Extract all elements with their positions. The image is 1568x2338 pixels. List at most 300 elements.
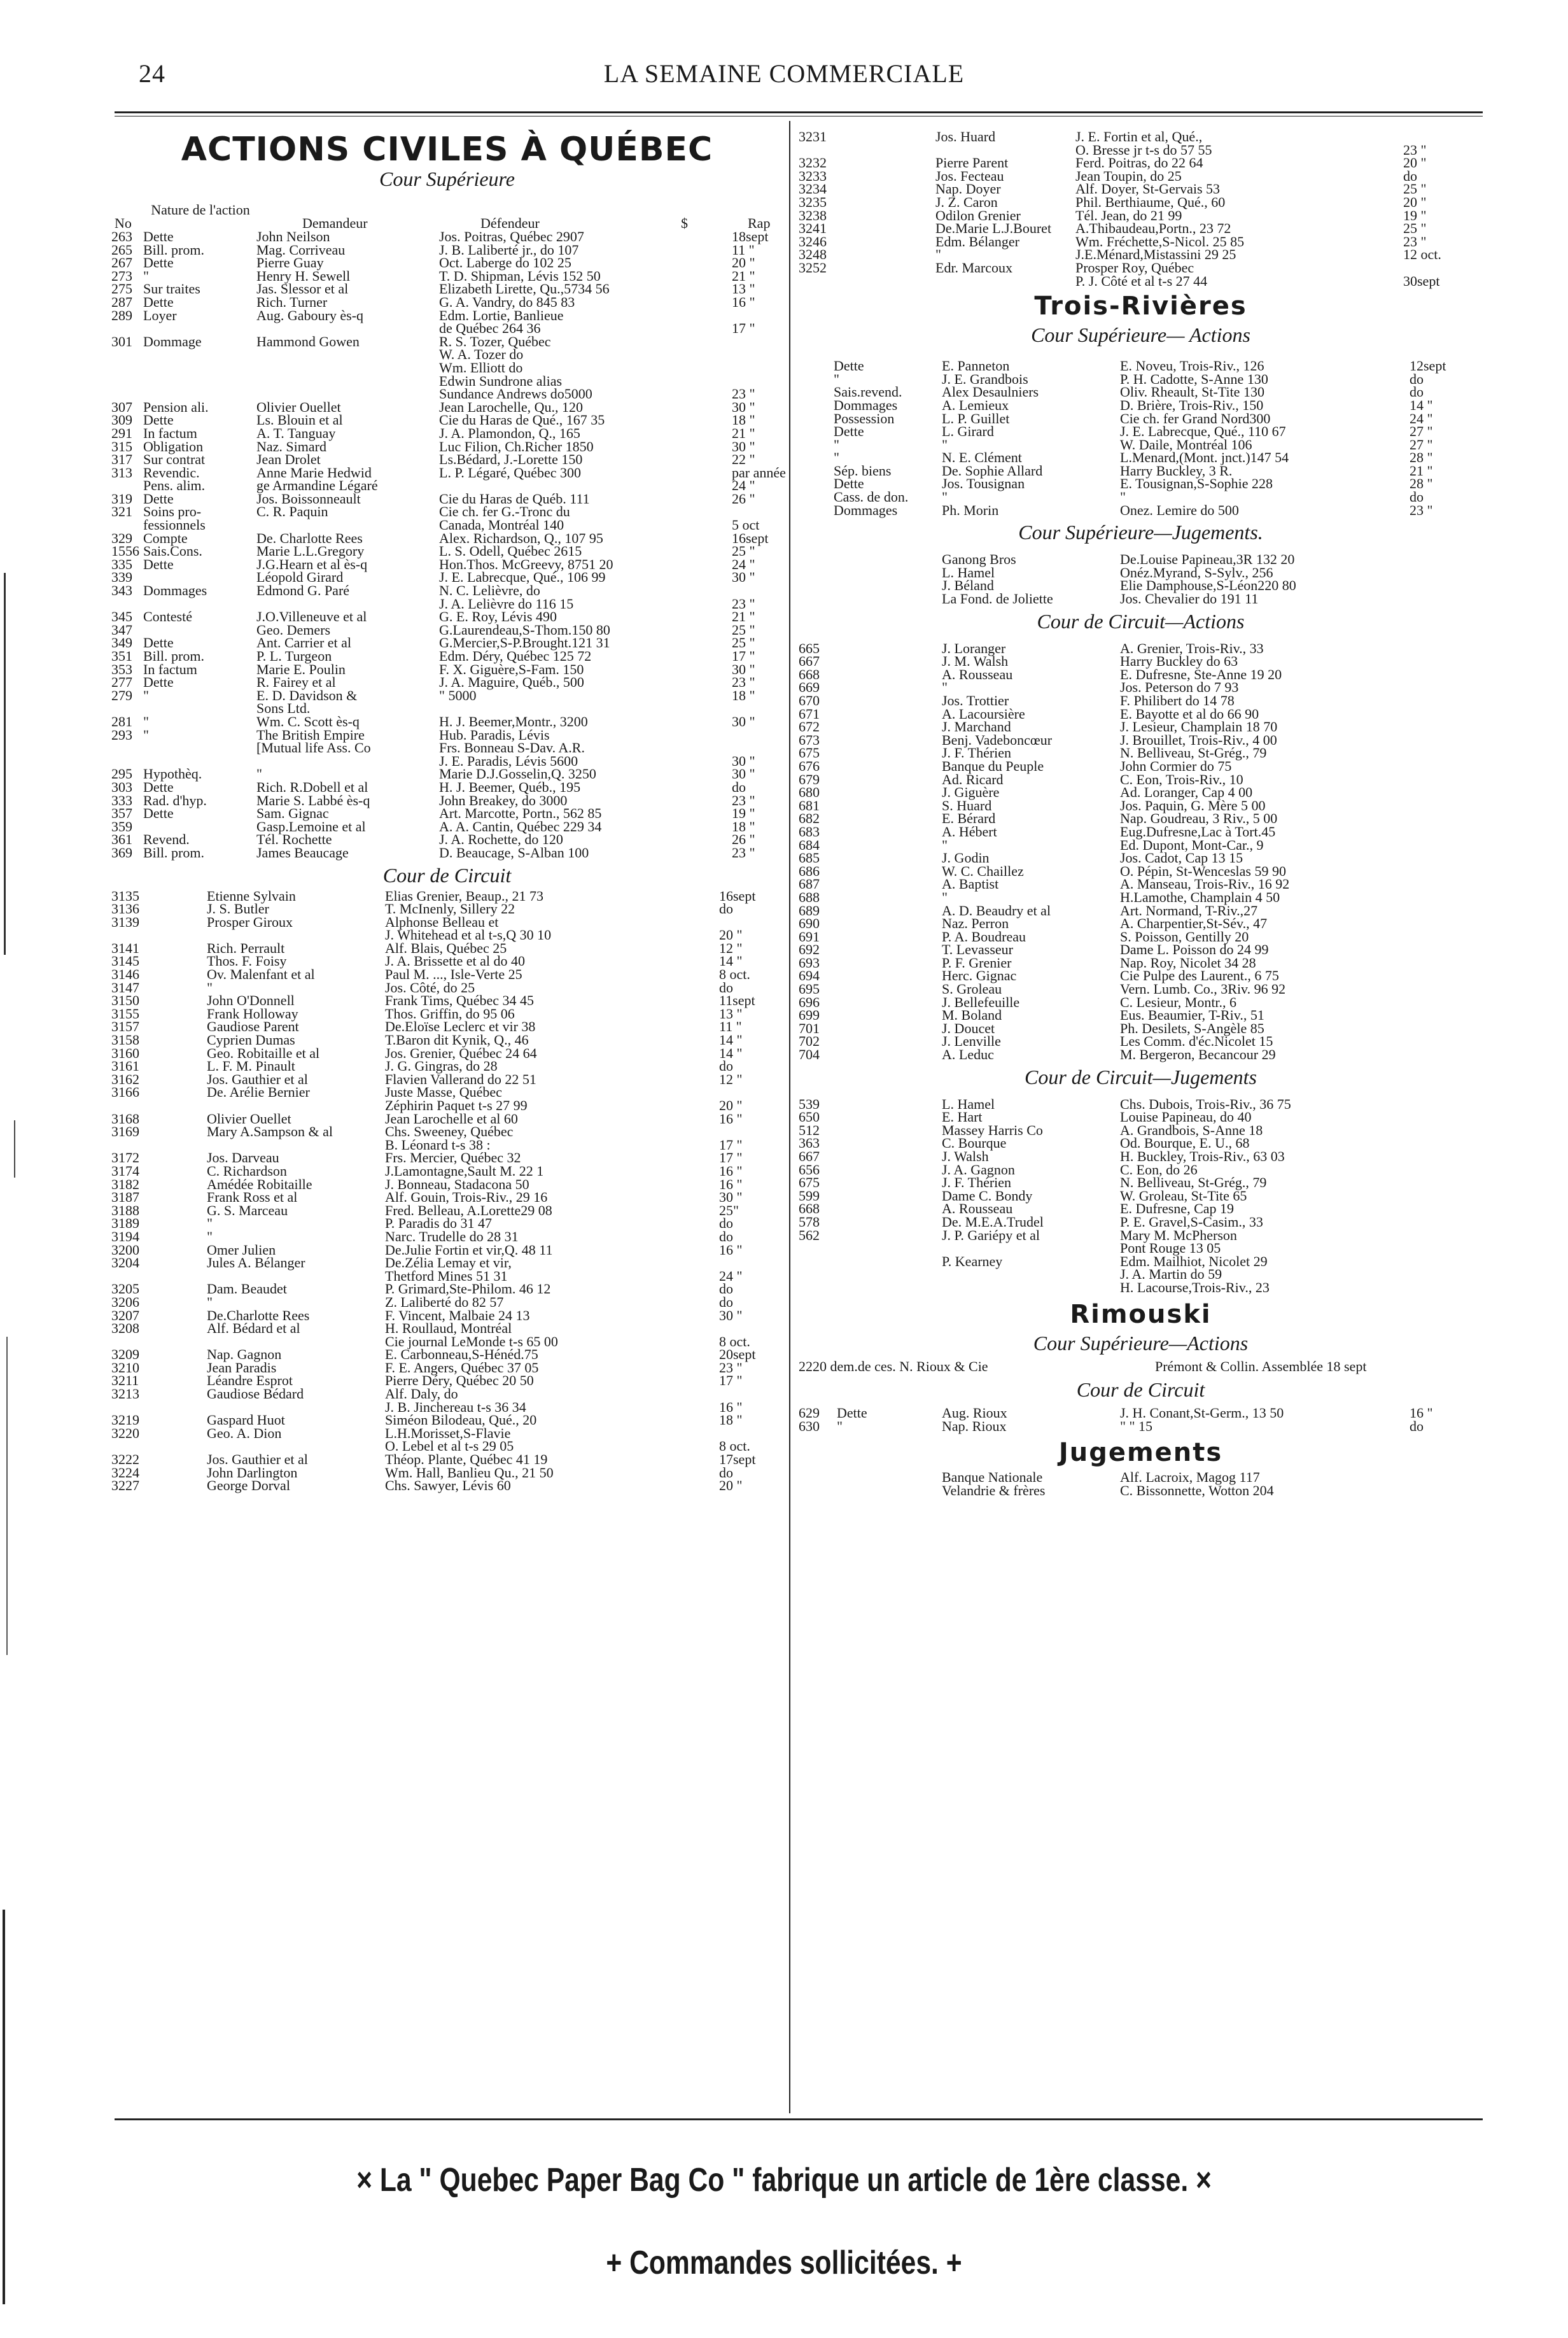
case-row-cell: Rich. R.Dobell et al [256,778,368,795]
judgments-list [799,1471,1483,1497]
tr-circuit-row-cell: Ad. Loranger, Cap 4 00 [1120,784,1253,801]
tr-judgment-row-cell: Jos. Chevalier do 191 11 [1120,591,1259,607]
tr-circuit-row-cell: 679 [799,771,820,787]
tr-circuit-row-cell: 690 [799,915,820,932]
tr-circuit-row-cell: F. Philibert do 14 78 [1120,693,1235,708]
case-row-cell: 20 " [1403,155,1427,171]
case-row-cell: Pension ali. [143,398,209,415]
circuit-row-cell: F. E. Angers, Québec 37 05 [385,1359,539,1376]
tr-judgment-row-cell: Ganong Bros [942,551,1016,568]
circuit-row-cell: Frank Tims, Québec 34 45 [385,992,535,1009]
case-row-cell: Hon.Thos. McGreevy, 8751 20 [439,556,613,572]
case-row-cell: Léopold Girard [256,569,344,586]
tr-action-row-cell: L. Girard [942,423,994,440]
rimouski-title: Rimouski [1070,1299,1212,1329]
tr-circuit-judgment-row-cell: C. Eon, do 26 [1120,1161,1198,1178]
tr-circuit-judgment-row-cell: J. A. Martin do 59 [1120,1266,1222,1283]
case-row-cell: 359 [111,818,132,834]
case-row-cell: 5 oct [732,517,760,533]
case-row-cell: O. Bresse jr t-s do 57 55 [1075,141,1212,158]
circuit-court-list [105,887,789,1494]
tr-action-row-cell: 27 " [1410,436,1433,453]
tr-action-row-cell: Dommages [834,502,898,518]
tr-action-row-cell: do [1410,370,1424,387]
rim-circuit-row-cell: Aug. Rioux [942,1405,1007,1421]
case-row-cell: Sais.Cons. [143,543,202,560]
tr-circuit-row-cell: 672 [799,719,820,735]
tr-action-row-cell: D. Brière, Trois-Riv., 150 [1120,397,1264,413]
circuit-row-cell: E. Carbonneau,S-Hénéd.75 [385,1346,538,1363]
case-row-cell: Gasp.Lemoine et al [256,818,366,834]
tr-action-row-cell: 27 " [1410,423,1433,440]
circuit-row-cell: De.Charlotte Rees [207,1307,310,1323]
circuit-row-cell: do [719,901,733,917]
circuit-row-cell: J. B. Jinchereau t-s 36 34 [385,1398,526,1415]
tr-action-row-cell: N. E. Clément [942,449,1022,466]
case-row-cell: Marie E. Poulin [256,661,346,677]
tr-judgment-row-cell: Elie Damphouse,S-Léon220 80 [1120,577,1296,594]
tr-circuit-row-cell: Nap. Roy, Nicolet 34 28 [1120,954,1256,971]
tr-circuit-row-cell: Benj. Vadeboncœur [942,731,1053,748]
circuit-row-cell: Geo. Robitaille et al [207,1045,320,1061]
circuit-row-cell: J. S. Butler [207,901,269,917]
case-row-cell: 353 [111,661,132,677]
tr-circuit-judgment-row-cell: 363 [799,1135,820,1151]
circuit-row-cell: Olivier Ouellet [207,1110,291,1127]
tr-circuit-row-cell: H.Lamothe, Champlain 4 50 [1120,889,1280,905]
tr-circuit-row-cell: 673 [799,731,820,748]
circuit-row-cell: John Darlington [207,1464,298,1481]
tr-circuit-actions-subtitle: Cour de Circuit—Actions [1037,609,1245,633]
tr-circuit-judgment-row-cell: Chs. Dubois, Trois-Riv., 36 75 [1120,1095,1291,1112]
bottom-rule [115,2118,1483,2120]
case-row-cell: Edm. Déry, Québec 125 72 [439,648,592,664]
case-row-cell: Jos. Poitras, Québec 2907 [439,229,584,244]
case-row-cell: 19 " [1403,207,1427,223]
tr-circuit-row-cell: J. Loranger [942,640,1006,656]
case-row-cell: John Neilson [256,229,330,244]
circuit-court-subtitle: Cour de Circuit [382,863,512,887]
tr-circuit-row-cell: 692 [799,941,820,958]
case-row-cell: " [143,713,149,729]
case-row-cell: Contesté [143,609,192,625]
case-row-cell: Ferd. Poitras, do 22 64 [1075,155,1203,171]
tr-circuit-row-cell: Vern. Lumb. Co., 3Riv. 96 92 [1120,981,1286,997]
circuit-row-cell: 3220 [111,1425,139,1441]
case-row-cell: 339 [111,569,132,586]
rim-circuit-row-cell: " [837,1418,843,1434]
case-row-cell: 30 " [732,569,755,586]
circuit-row-cell: Thos. Griffin, do 95 06 [385,1005,515,1022]
trois-rivieres-title: Trois-Rivières [1034,292,1247,321]
tr-circuit-judgment-row-cell: H. Lacourse,Trois-Riv., 23 [1120,1279,1270,1295]
case-row-cell: 275 [111,281,132,297]
tr-circuit-row-cell: 686 [799,863,820,879]
circuit-row-cell: J. Whitehead et al t-s,Q 30 10 [385,927,552,943]
case-row-cell: Anne Marie Hedwid [256,464,372,481]
tr-circuit-row-cell: Herc. Gignac [942,968,1017,984]
case-row-cell: 3233 [799,167,827,184]
case-row-cell: Canada, Montréal 140 [439,517,564,533]
judgment-row-cell: Alf. Lacroix, Magog 117 [1120,1469,1260,1486]
circuit-row-cell: Frank Ross et al [207,1189,298,1206]
tr-circuit-row-cell: N. Belliveau, St-Grég., 79 [1120,745,1267,761]
tr-action-row-cell: E. Panneton [942,358,1010,374]
tr-action-row-cell: Dette [834,475,864,492]
case-row-cell: L. S. Odell, Québec 2615 [439,543,582,560]
tr-circuit-judgment-row-cell: E. Hart [942,1109,983,1125]
case-row-cell: 25 " [1403,181,1427,197]
case-row-cell: Jean Larochelle, Qu., 120 [439,398,584,415]
case-row-cell: A. A. Cantin, Québec 229 34 [439,818,602,834]
case-row-cell: 309 [111,412,132,428]
col-no: No [115,215,132,231]
circuit-row-cell: 11 " [719,1018,742,1035]
tr-circuit-row-cell: A. D. Beaudry et al [942,902,1051,919]
case-row-cell: Hub. Paradis, Lévis [439,726,550,743]
circuit-row-cell: J. A. Brissette et al do 40 [385,953,525,969]
case-row-cell: J. E. Fortin et al, Qué., [1075,129,1203,144]
tr-action-row-cell: Sais.revend. [834,384,902,400]
case-row-cell: Art. Marcotte, Portn., 562 85 [439,805,602,822]
case-row-cell: Wm. Fréchette,S-Nicol. 25 85 [1075,233,1245,250]
circuit-row-cell: Jos. Darveau [207,1150,279,1166]
circuit-row-cell: 3211 [111,1372,139,1389]
tr-circuit-judgment-row-cell: 667 [799,1148,820,1164]
circuit-row-cell: 3187 [111,1189,139,1206]
case-row-cell: J. A. Lelièvre do 116 15 [439,595,574,612]
tr-circuit-row-cell: 688 [799,889,820,905]
case-row-cell: Rad. d'hyp. [143,792,207,808]
case-row-cell: F. X. Giguère,S-Fam. 150 [439,661,584,677]
tr-circuit-row-cell: S. Huard [942,797,992,813]
tr-circuit-row-cell: " [942,889,948,905]
circuit-row-cell: J. Bonneau, Stadacona 50 [385,1176,529,1192]
circuit-row-cell: 3219 [111,1412,139,1428]
tr-circuit-judgment-row-cell: Louise Papineau, do 40 [1120,1109,1252,1125]
case-row-cell: Elizabeth Lirette, Qu.,5734 56 [439,281,610,297]
case-row-cell: Dette [143,778,174,795]
circuit-row-cell: Amédée Robitaille [207,1176,312,1192]
case-row-cell: 3235 [799,194,827,210]
case-row-cell: Obligation [143,438,204,454]
rim-circuit-row-cell: 16 " [1410,1405,1433,1421]
tr-circuit-row-cell: 691 [799,928,820,945]
tr-circuit-row-cell: S. Groleau [942,981,1002,997]
case-row-cell: Tél. Jean, do 21 99 [1075,207,1182,223]
tr-circuit-judgment-row-cell: 562 [799,1227,820,1243]
case-row-cell: do [1403,167,1417,184]
circuit-row-cell: Wm. Hall, Banlieu Qu., 21 50 [385,1464,554,1481]
case-row-cell: Cie ch. fer G.-Tronc du [439,504,570,520]
superior-court-list [105,230,789,860]
tr-circuit-judgment-row-cell: 656 [799,1161,820,1178]
circuit-row-cell: 3162 [111,1071,139,1087]
circuit-row-cell: do [719,1228,733,1244]
circuit-row-cell: Thos. F. Foisy [207,953,287,969]
tr-circuit-row-cell: Harry Buckley do 63 [1120,653,1238,670]
circuit-row-cell: Gaspard Huot [207,1412,285,1428]
case-row-cell: Bill. prom. [143,648,204,664]
case-row-cell: 26 " [732,490,755,507]
circuit-row-cell: 8 oct. [719,966,750,983]
tr-judgment-row [799,593,1483,606]
tr-circuit-row-cell: T. Levasseur [942,941,1013,958]
circuit-row-cell: C. Richardson [207,1162,287,1179]
tr-circuit-judgment-row-cell: Mary M. McPherson [1120,1227,1237,1243]
circuit-row-cell: 3136 [111,901,139,917]
case-row-cell: 25 " [732,635,755,651]
tr-action-row-cell: P. H. Cadotte, S-Anne 130 [1120,370,1268,387]
circuit-row-cell: Frs. Mercier, Québec 32 [385,1150,521,1166]
tr-circuit-row-cell: 681 [799,797,820,813]
rim-circuit-row-cell: Nap. Rioux [942,1418,1007,1434]
tr-circuit-row-cell: Ph. Desilets, S-Angèle 85 [1120,1020,1264,1036]
tr-circuit-judgment-row-cell: 650 [799,1109,820,1125]
case-row-cell: G.Laurendeau,S-Thom.150 80 [439,621,610,638]
case-row-cell: " 5000 [439,687,477,703]
case-row-cell: Revendic. [143,464,200,481]
circuit-row-cell: Alf. Blais, Québec 25 [385,940,507,956]
tr-circuit-judgment-row-cell: H. Buckley, Trois-Riv., 63 03 [1120,1148,1285,1164]
case-row-cell: 321 [111,504,132,520]
case-row-cell: Pens. alim. [143,477,206,494]
circuit-row-cell: Geo. A. Dion [207,1425,282,1441]
case-row-cell: In factum [143,661,197,677]
col-dollar: $ [681,215,688,231]
case-row-cell: H. J. Beemer, Québ., 195 [439,778,581,795]
tr-circuit-row-cell: J. Marchand [942,719,1011,735]
rim-circuit-row [799,1420,1483,1433]
case-row [105,844,789,861]
tr-circuit-row-cell: " [942,679,948,696]
circuit-row-cell: Z. Laliberté do 82 57 [385,1293,504,1310]
case-row-cell: G. E. Roy, Lévis 490 [439,609,557,625]
tr-action-row-cell: do [1410,489,1424,505]
tr-circuit-row-cell: 670 [799,693,820,708]
tr-circuit-judgment-row-cell: P. E. Gravel,S-Casim., 33 [1120,1213,1263,1230]
circuit-row-cell: Siméon Bilodeau, Qué., 20 [385,1412,537,1428]
tr-circuit-row-cell: 684 [799,836,820,853]
tr-circuit-row-cell: 668 [799,666,820,682]
circuit-row-cell: 3207 [111,1307,139,1323]
case-row-cell: A.Thibaudeau,Portn., 23 72 [1075,220,1231,237]
case-row-cell: C. R. Paquin [256,504,328,520]
judgment-row [799,1484,1483,1498]
circuit-row-cell: do [719,1058,733,1074]
tr-judgment-row-cell: Onéz.Myrand, S-Sylv., 256 [1120,564,1273,581]
tr-judgment-row-cell: La Fond. de Joliette [942,591,1053,607]
circuit-row-cell: 18 " [719,1412,743,1428]
circuit-row-cell: 3206 [111,1293,139,1310]
case-row-cell: T. D. Shipman, Lévis 152 50 [439,267,601,284]
case-row-cell: D. Beaucage, S-Alban 100 [439,844,589,861]
tr-circuit-row-cell: J. Lesieur, Champlain 18 70 [1120,719,1278,735]
circuit-row-cell: 14 " [719,1032,743,1048]
circuit-row-cell: P. Paradis do 31 47 [385,1215,493,1232]
quebec-circuit-continued [799,130,1483,288]
case-row-cell: Sur contrat [143,451,206,468]
case-row-cell: Dette [143,412,174,428]
case-row-cell: 291 [111,425,132,441]
circuit-row-cell: Thetford Mines 51 31 [385,1267,508,1284]
judgment-row-cell: Velandrie & frères [942,1482,1046,1498]
col-defendeur: Défendeur [480,215,540,231]
case-row-cell: R. Fairey et al [256,674,336,691]
tr-circuit-judgment-row-cell: Od. Bourque, E. U., 68 [1120,1135,1250,1151]
case-row-cell: 23 " [732,595,755,612]
col-nature: Nature de l'action [151,202,250,218]
tr-action-row [799,504,1483,518]
circuit-row-cell: 3135 [111,887,139,904]
tr-action-row-cell: Dette [834,423,864,440]
margin-specks [0,0,38,2338]
tr-action-row-cell: Dommages [834,397,898,413]
circuit-row-cell: Jos. Grenier, Québec 24 64 [385,1045,537,1061]
tr-action-row-cell: Ph. Morin [942,502,999,518]
case-row-cell: Aug. Gaboury ès-q [256,307,364,323]
case-row-cell: 12 oct. [1403,246,1441,263]
circuit-row-cell: 20 " [719,927,743,943]
case-row-cell: 289 [111,307,132,323]
case-row-cell: 3238 [799,207,827,223]
case-row-cell: In factum [143,425,197,441]
tr-action-row-cell: A. Lemieux [942,397,1009,413]
case-row-cell: J.G.Hearn et al ès-q [256,556,368,572]
tr-action-row-cell: do [1410,384,1424,400]
tr-circuit-row-cell: " [942,836,948,853]
case-row-cell: P. L. Turgeon [256,648,332,664]
case-row-cell: Revend. [143,831,190,848]
case-row-cell: Mag. Corriveau [256,241,346,258]
circuit-row-cell: 3158 [111,1032,139,1048]
case-row-cell: 23 " [1403,233,1427,250]
tr-judgment-row-cell: J. Béland [942,577,994,594]
case-row-cell: Dommage [143,333,202,349]
case-row-cell: 277 [111,674,132,691]
tr-circuit-row-cell: S. Poisson, Gentilly 20 [1120,928,1249,945]
tr-action-row-cell: 23 " [1410,502,1433,518]
case-row-cell: G. A. Vandry, do 845 83 [439,293,575,310]
tr-circuit-row-cell: J. Doucet [942,1020,995,1036]
case-row-cell: Jos. Huard [935,129,996,144]
case-row-cell: 351 [111,648,132,664]
tr-circuit-judgment-row-cell: 675 [799,1174,820,1191]
rim-circuit-row-cell: " " 15 [1120,1418,1152,1434]
tr-circuit-row-cell: J. Godin [942,850,990,866]
circuit-row-cell: Juste Masse, Québec [385,1084,502,1101]
case-row-cell: John Breakey, do 3000 [439,792,568,808]
circuit-row-cell: 3160 [111,1045,139,1061]
tr-circuit-row-cell: Jos. Peterson do 7 93 [1120,679,1239,696]
tr-circuit-row-cell: 682 [799,810,820,827]
circuit-row-cell: do [719,1293,733,1310]
tr-action-row-cell: L.Menard,(Mont. jnct.)147 54 [1120,449,1289,466]
case-row-cell: 30 " [732,661,755,677]
judgment-row-cell: Banque Nationale [942,1469,1043,1486]
advert-line-1: × La " Quebec Paper Bag Co " fabrique un article de 1ère classe. × [356,2162,1212,2199]
tr-action-row-cell: " [1120,489,1126,505]
case-row-cell: Hypothèq. [143,766,202,782]
case-row-cell: 369 [111,844,132,861]
tr-circuit-row-cell: 680 [799,784,820,801]
case-row-cell: " [256,766,262,782]
case-row-cell: W. A. Tozer do [439,346,524,363]
circuit-row-cell: Frank Holloway [207,1005,298,1022]
circuit-row-cell: 16sept [719,887,756,904]
case-row-cell: Jean Drolet [256,451,321,468]
tr-action-row-cell: Onez. Lemire do 500 [1120,502,1239,518]
circuit-row-cell: 3168 [111,1110,139,1127]
circuit-row-cell: J.Lamontagne,Sault M. 22 1 [385,1162,544,1179]
circuit-row-cell: T.Baron dit Kynik, Q., 46 [385,1032,529,1048]
journal-title: LA SEMAINE COMMERCIALE [603,59,965,88]
circuit-row-cell: do [719,1464,733,1481]
circuit-row-cell: 3141 [111,940,139,956]
tr-circuit-list [799,642,1483,1062]
column-divider [789,121,790,2113]
case-row-cell: Cie du Haras de Québ. 111 [439,490,590,507]
case-row-cell: J. E. Paradis, Lévis 5600 [439,752,578,769]
case-row-cell: J. E. Labrecque, Qué., 106 99 [439,569,606,586]
rim-circuit-subtitle: Cour de Circuit [1076,1378,1205,1402]
tr-superior-actions-subtitle: Cour Supérieure— Actions [1031,323,1250,347]
tr-action-row-cell: Jos. Tousignan [942,475,1025,492]
tr-circuit-row-cell: P. F. Grenier [942,954,1012,971]
circuit-row-cell: Omer Julien [207,1241,276,1258]
circuit-row-cell: G. S. Marceau [207,1202,288,1218]
col-demandeur: Demandeur [302,215,368,231]
tr-circuit-judgment-row-cell: J. A. Gagnon [942,1161,1015,1178]
tr-action-row-cell: Dette [834,358,864,374]
tr-circuit-row-cell: A. Leduc [942,1046,994,1063]
case-row-cell: Frs. Bonneau S-Dav. A.R. [439,740,585,756]
tr-circuit-row-cell: W. C. Chaillez [942,863,1024,879]
tr-circuit-row-cell: E. Dufresne, Ste-Anne 19 20 [1120,666,1282,682]
case-row-cell: Sam. Gignac [256,805,329,822]
case-row-cell: Edr. Marcoux [935,259,1012,276]
circuit-row-cell: 3222 [111,1451,139,1468]
circuit-row-cell: 8 oct. [719,1438,750,1454]
circuit-row-cell: do [719,979,733,996]
tr-circuit-row-cell: A. Grenier, Trois-Riv., 33 [1120,640,1264,656]
circuit-row-cell: Jean Paradis [207,1359,277,1376]
case-row-cell: 17 " [732,648,755,664]
case-row-cell: Ls. Blouin et al [256,412,343,428]
tr-action-row-cell: De. Sophie Allard [942,462,1043,479]
circuit-row-cell: Alphonse Belleau et [385,913,499,930]
circuit-row-cell: Jules A. Bélanger [207,1255,305,1271]
circuit-row-cell: Théop. Plante, Québec 41 19 [385,1451,548,1468]
case-row-cell: Naz. Simard [256,438,326,454]
case-row-cell: 265 [111,241,132,258]
tr-circuit-row-cell: M. Bergeron, Becancour 29 [1120,1046,1276,1063]
tr-circuit-judgments-subtitle: Cour de Circuit—Jugements [1025,1065,1257,1088]
circuit-row-cell: 3204 [111,1255,139,1271]
case-row-cell: A. T. Tanguay [256,425,336,441]
column-headers [105,204,789,230]
circuit-row-cell: " [207,1293,213,1310]
case-row-cell: Dette [143,255,174,271]
case-row-cell: J.O.Villeneuve et al [256,609,367,625]
circuit-row-cell: Jean Larochelle et al 60 [385,1110,518,1127]
circuit-row-cell: 3182 [111,1176,139,1192]
tr-circuit-judgment-row-cell: Pont Rouge 13 05 [1120,1240,1221,1257]
circuit-row-cell: 3224 [111,1464,139,1481]
rim-circuit-row-cell: do [1410,1418,1424,1434]
tr-circuit-judgment-row-cell: 578 [799,1213,820,1230]
circuit-row-cell: 16 " [719,1176,743,1192]
